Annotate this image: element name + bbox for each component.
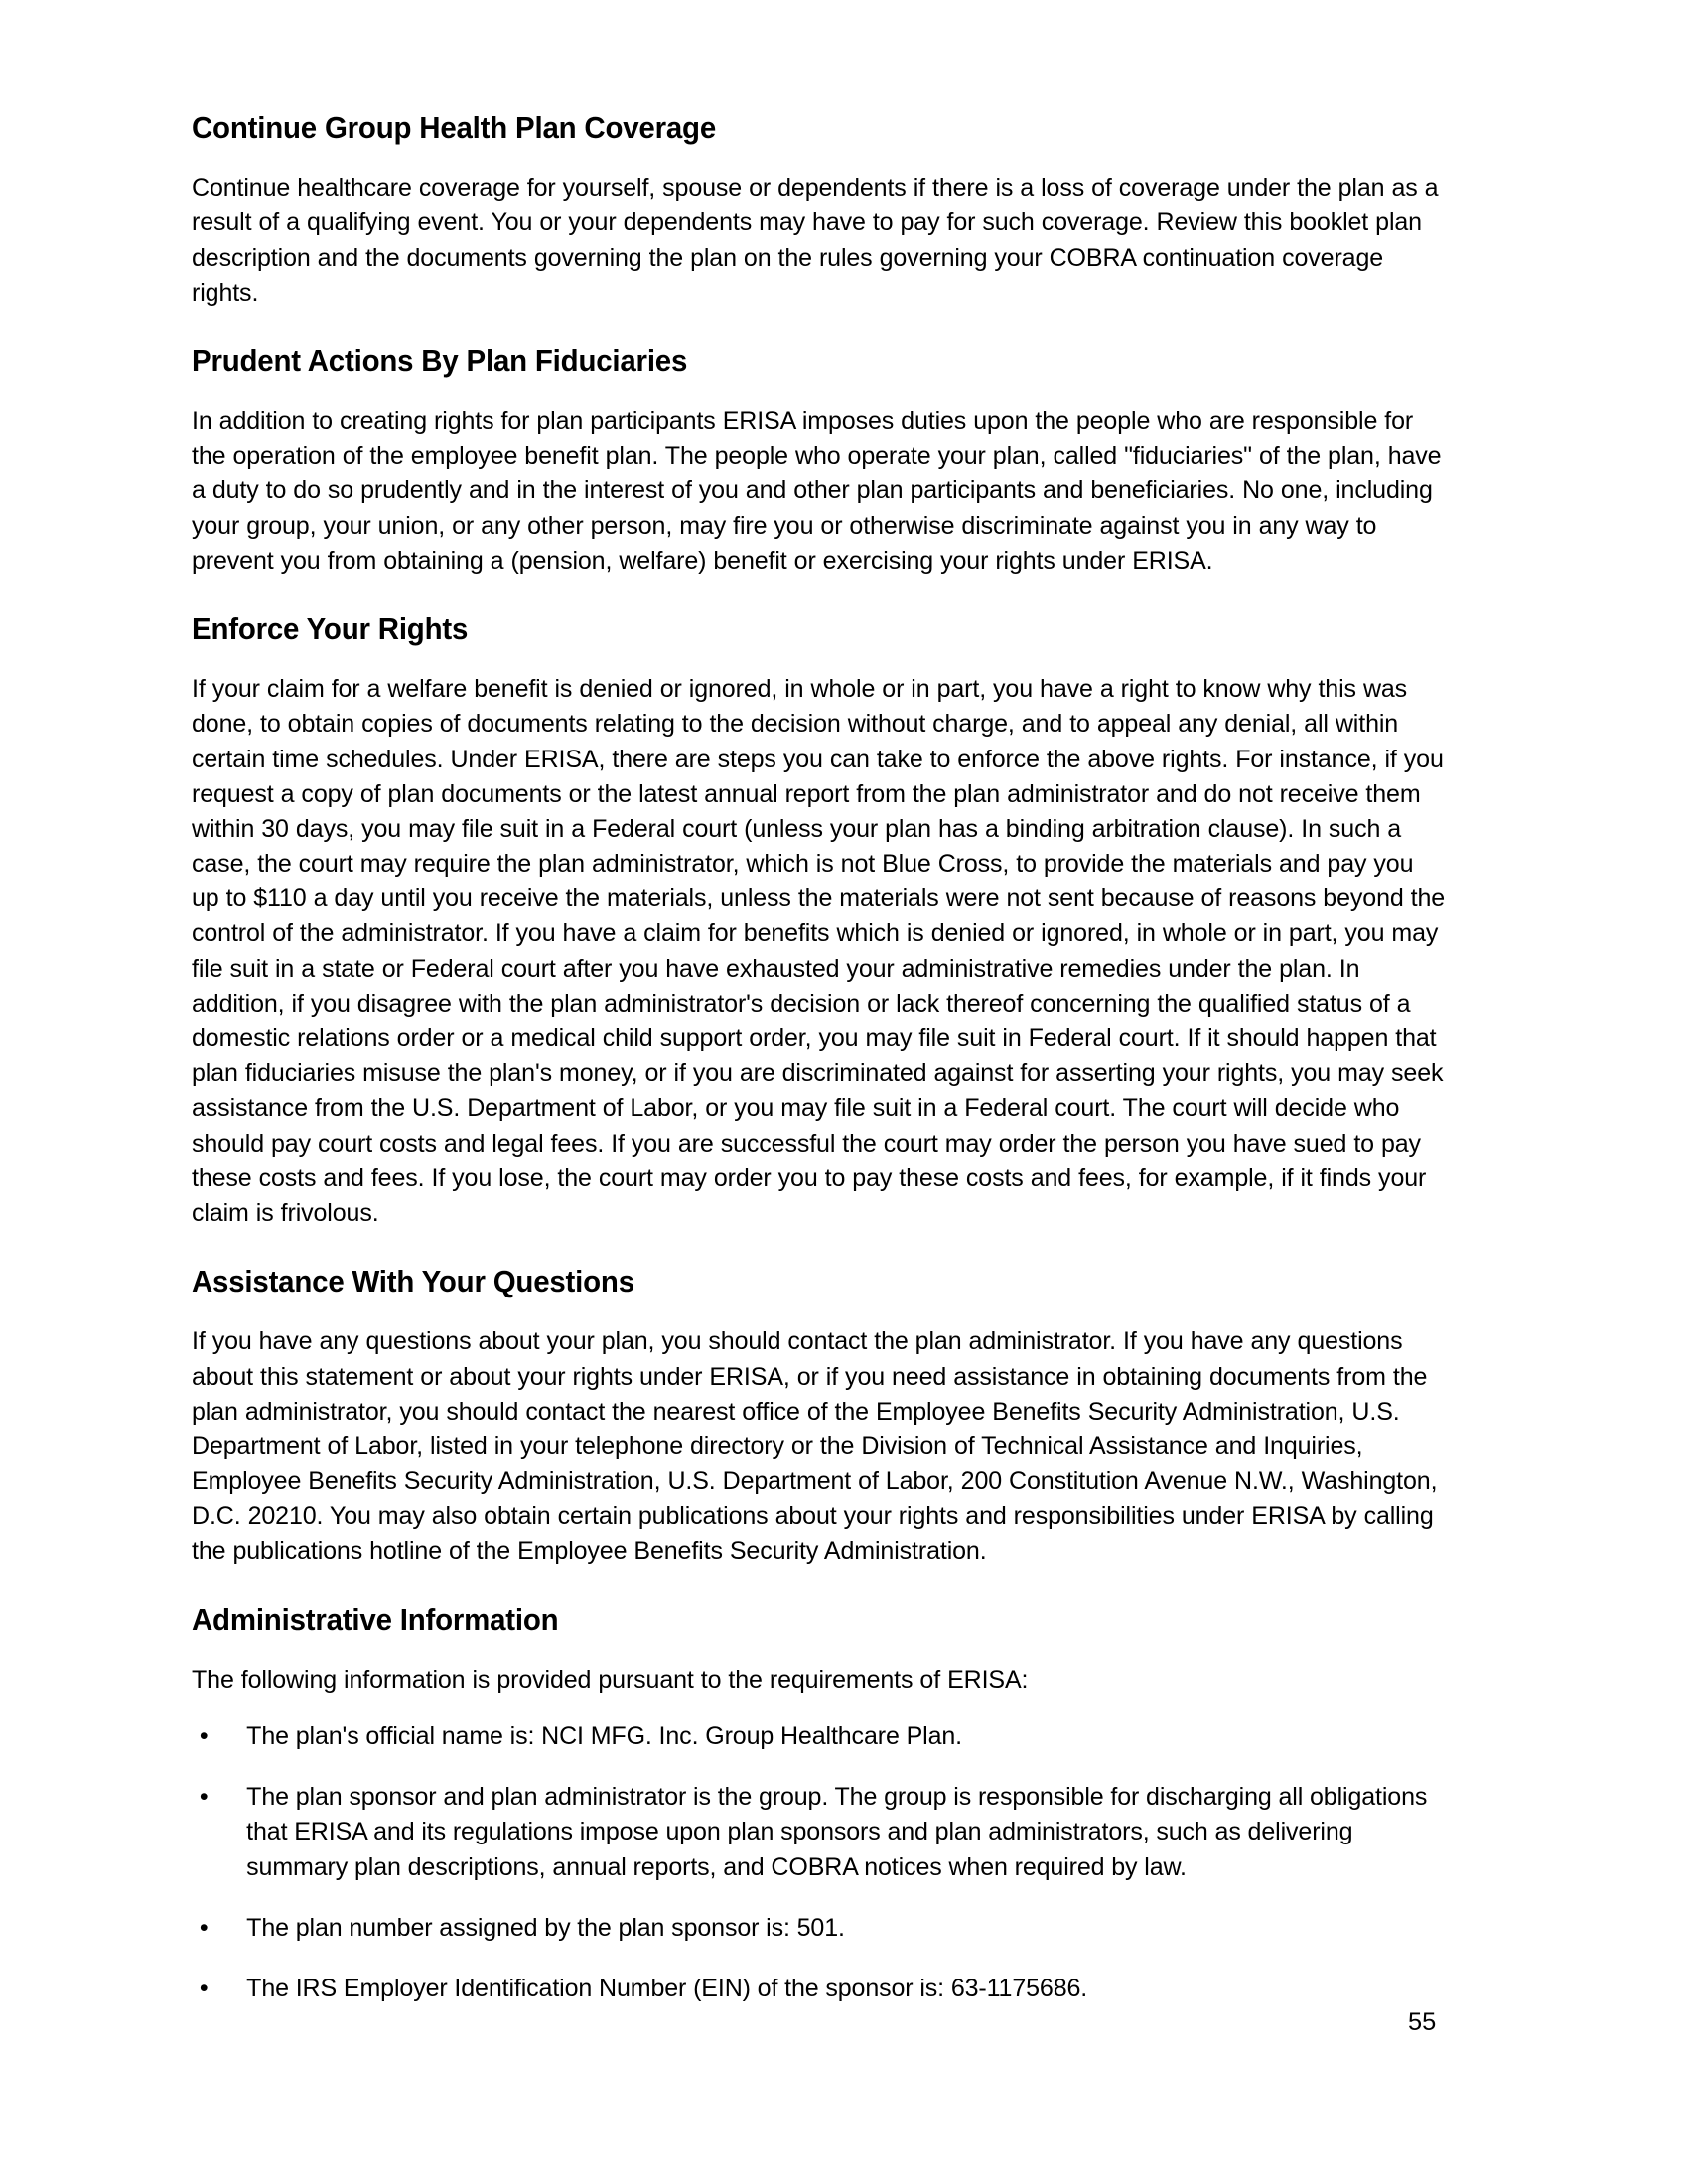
- section-prudent-actions-by-plan-fiduciaries: [192, 344, 1465, 579]
- list-item-text: The plan sponsor and plan administrator is the group. The group is responsible for discharging all obligations that ERISA and its regulations impose upon plan sponsors and plan administrators, such as delivering summary plan descriptions, annual reports, and COBRA notices when required by law.: [246, 1783, 1428, 1881]
- section-continue-group-health-plan-coverage: [192, 111, 1465, 311]
- bullet-point-icon: •: [199, 1721, 209, 1750]
- list-item-text: The IRS Employer Identification Number (EIN) of the sponsor is: 63-1175686.: [246, 1974, 1088, 2002]
- list-item: [192, 1911, 1446, 1946]
- bullet-point-icon: •: [199, 1913, 209, 1942]
- page-number: 55: [1408, 2008, 1437, 2036]
- section-administrative-information: [192, 1603, 1465, 2006]
- section-paragraph-assistance-with-your-questions: If you have any questions about your plan, you should contact the plan administrator. If you have any questions about this statement or about your rights under ERISA, or if you need assistance in obtaining documents from the plan administrator, you should contact the nearest office of the Employee Benefits Security Administration, U.S. Department of Labor, listed in your telephone directory or the Division of Technical Assistance and Inquiries, Employee Benefits Security Administration, U.S. Department of Labor, 200 Constitution Avenue N.W., Washington, D.C. 20210. You may also obtain certain publications about your rights and responsibilities under ERISA by calling the publications hotline of the Employee Benefits Security Administration.: [192, 1327, 1438, 1566]
- list-item-text: The plan number assigned by the plan sponsor is: 501.: [246, 1913, 845, 1942]
- document-content: [192, 111, 1465, 2006]
- administrative-information-bullet-list: [192, 1719, 1465, 2006]
- bullet-point-icon: •: [199, 1783, 209, 1812]
- list-item-text: The plan's official name is: NCI MFG. Inc. Group Healthcare Plan.: [246, 1721, 962, 1750]
- section-enforce-your-rights: [192, 613, 1465, 1231]
- bullet-point-icon: •: [199, 1974, 209, 2002]
- section-heading-assistance-with-your-questions: Assistance With Your Questions: [192, 1265, 634, 1299]
- section-heading-prudent-actions-by-plan-fiduciaries: Prudent Actions By Plan Fiduciaries: [192, 343, 688, 378]
- section-heading-continue-group-health-plan-coverage: Continue Group Health Plan Coverage: [192, 111, 717, 145]
- list-item: [192, 1780, 1446, 1885]
- section-paragraph-prudent-actions-by-plan-fiduciaries: In addition to creating rights for plan participants ERISA imposes duties upon the people who are responsible for the operation of the employee benefit plan. The people who operate your plan, called "fiduciaries" of the plan, have a duty to do so prudently and in the interest of you and other plan participants and beneficiaries. No one, including your group, your union, or any other person, may fire you or otherwise discriminate against you in any way to prevent you from obtaining a (pension, welfare) benefit or exercising your rights under ERISA.: [192, 407, 1442, 575]
- section-paragraph-enforce-your-rights: If your claim for a welfare benefit is denied or ignored, in whole or in part, you have a right to know why this was done, to obtain copies of documents relating to the decision without charge, and to appeal any denial, all within certain time schedules. Under ERISA, there are steps you can take to enforce the above rights. For instance, if you request a copy of plan documents or the latest annual report from the plan administrator and do not receive them within 30 days, you may file suit in a Federal court (unless your plan has a binding arbitration clause). In such a case, the court may require the plan administrator, which is not Blue Cross, to provide the materials and pay you up to $110 a day until you receive the materials, unless the materials were not sent because of reasons beyond the control of the administrator. If you have a claim for benefits which is denied or ignored, in whole or in part, you may file suit in a state or Federal court after you have exhausted your administrative remedies under the plan. In addition, if you disagree with the plan administrator's decision or lack thereof concerning the qualified status of a domestic relations order or a medical child support order, you may file suit in Federal court. If it should happen that plan fiduciaries misuse the plan's money, or if you are discriminated against for asserting your rights, you may seek assistance from the U.S. Department of Labor, or you may file suit in a Federal court. The court will decide who should pay court costs and legal fees. If you are successful the court may order the person you have sued to pay these costs and fees. If you lose, the court may order you to pay these costs and fees, for example, if it finds your claim is frivolous.: [192, 675, 1446, 1227]
- section-heading-administrative-information: Administrative Information: [192, 1602, 559, 1637]
- list-item: [192, 1719, 1446, 1754]
- section-paragraph-administrative-information: The following information is provided pursuant to the requirements of ERISA:: [192, 1665, 1029, 1694]
- list-item: [192, 1972, 1446, 2006]
- section-heading-enforce-your-rights: Enforce Your Rights: [192, 613, 469, 646]
- section-assistance-with-your-questions: [192, 1265, 1465, 1569]
- section-paragraph-continue-group-health-plan-coverage: Continue healthcare coverage for yourself, spouse or dependents if there is a loss of coverage under the plan as a result of a qualifying event. You or your dependents may have to pay for such coverage. Review this booklet plan description and the documents governing the plan on the rules governing your COBRA continuation coverage rights.: [192, 174, 1439, 307]
